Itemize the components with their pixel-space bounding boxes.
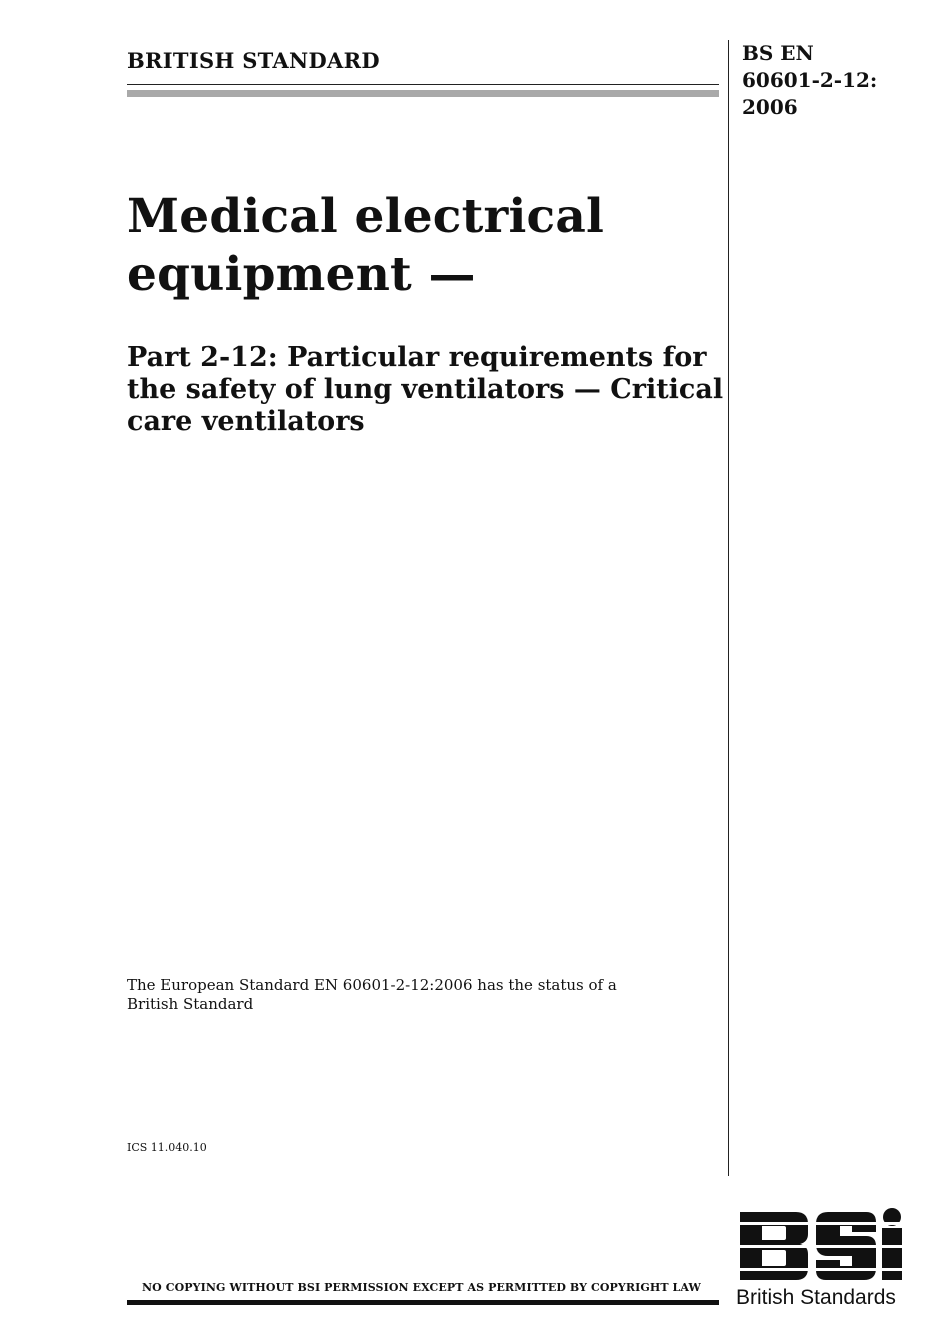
document-number-line: 2006 xyxy=(742,95,798,119)
bsi-logo-caption: British Standards xyxy=(736,1286,896,1309)
copyright-notice: NO COPYING WITHOUT BSI PERMISSION EXCEPT AS PERMITTED BY COPYRIGHT LAW xyxy=(142,1281,701,1294)
document-subtitle xyxy=(127,342,723,438)
title-line: Medical electrical xyxy=(127,189,605,244)
document-number-line: BS EN xyxy=(742,41,814,65)
document-number-line: 60601-2-12: xyxy=(742,68,878,92)
ics-code: ICS 11.040.10 xyxy=(127,1141,207,1154)
status-line: The European Standard EN 60601-2-12:2006 has the status of a xyxy=(127,976,617,994)
vertical-divider xyxy=(728,40,729,1176)
title-line: equipment — xyxy=(127,247,476,302)
status-line: British Standard xyxy=(127,995,254,1013)
document-number xyxy=(742,40,877,121)
subtitle-line: the safety of lung ventilators — Critical xyxy=(127,374,724,405)
status-statement xyxy=(127,976,617,1014)
standard-type-label: BRITISH STANDARD xyxy=(127,48,380,73)
subtitle-line: Part 2-12: Particular requirements for xyxy=(127,342,707,373)
subtitle-line: care ventilators xyxy=(127,406,365,437)
footer-divider xyxy=(127,1300,719,1305)
header-divider-thin xyxy=(127,84,719,85)
document-title xyxy=(127,188,604,304)
header-divider-thick xyxy=(127,90,719,97)
